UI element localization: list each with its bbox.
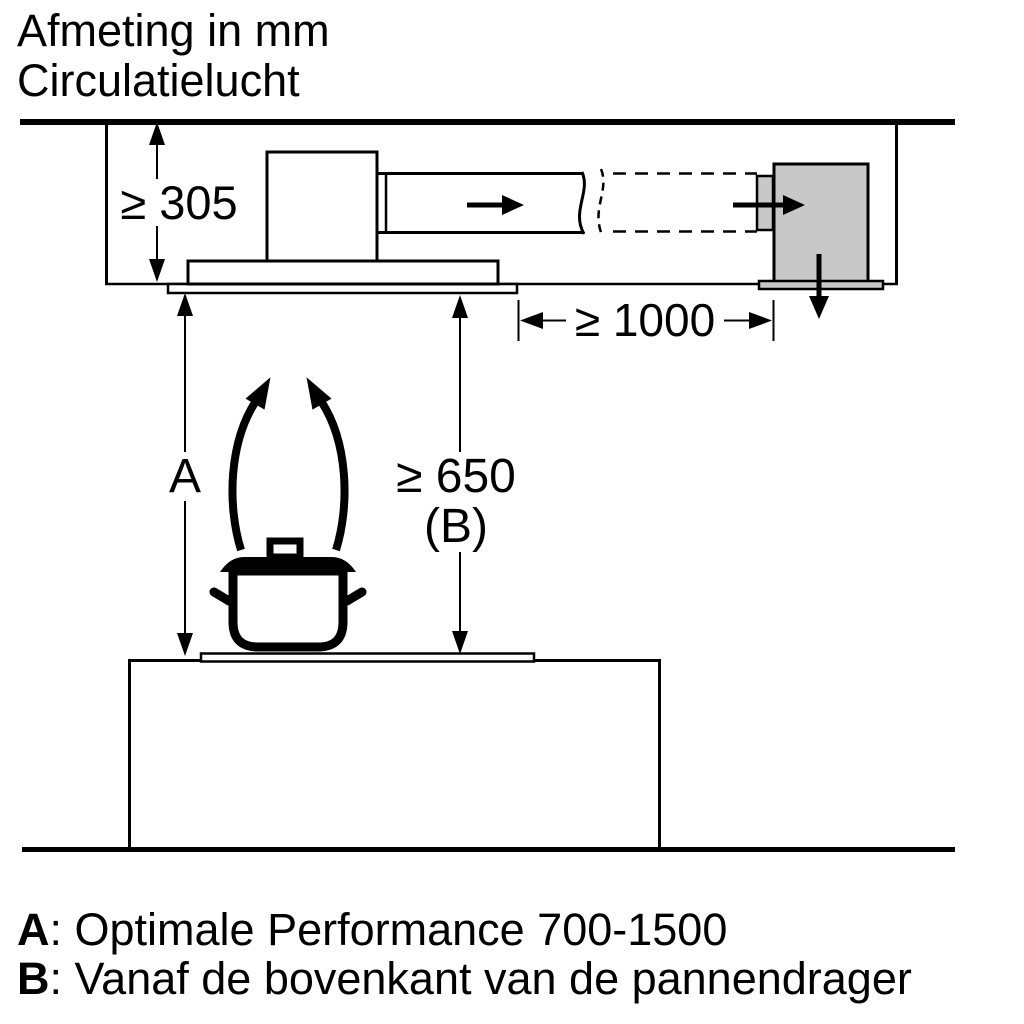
hood-body bbox=[188, 261, 498, 284]
legend bbox=[17, 905, 912, 1003]
legend-key-b: B bbox=[17, 953, 50, 1004]
dimension-label-a: A bbox=[159, 452, 211, 501]
legend-item-a bbox=[17, 905, 912, 954]
pot-icon bbox=[214, 541, 362, 647]
dimension-label-650-ref: (B) bbox=[424, 500, 488, 553]
steam-arrows bbox=[232, 372, 344, 550]
airflow-arrow-duct bbox=[467, 195, 524, 215]
legend-text-a: : Optimale Performance 700-1500 bbox=[49, 904, 728, 955]
title-line-mode: Circulatielucht bbox=[17, 55, 300, 106]
dimension-label-650 bbox=[389, 452, 523, 552]
cooktop-panel bbox=[201, 654, 534, 662]
hood-motor-box bbox=[267, 152, 377, 261]
title-line-units: Afmeting in mm bbox=[17, 5, 330, 56]
dimension-label-1000: ≥ 1000 bbox=[566, 297, 724, 344]
duct-break-line bbox=[579, 172, 584, 234]
diagram-title bbox=[17, 6, 330, 106]
dimension-label-650-value: ≥ 650 bbox=[396, 450, 516, 503]
legend-key-a: A bbox=[17, 904, 50, 955]
legend-text-b: : Vanaf de bovenkant van de pannendrager bbox=[49, 953, 912, 1004]
floor-line bbox=[22, 847, 955, 852]
ceiling-line bbox=[20, 119, 955, 125]
counter bbox=[130, 654, 660, 849]
legend-item-b bbox=[17, 954, 912, 1003]
counter-body bbox=[130, 661, 660, 849]
dimension-label-305: ≥ 305 bbox=[112, 179, 246, 226]
